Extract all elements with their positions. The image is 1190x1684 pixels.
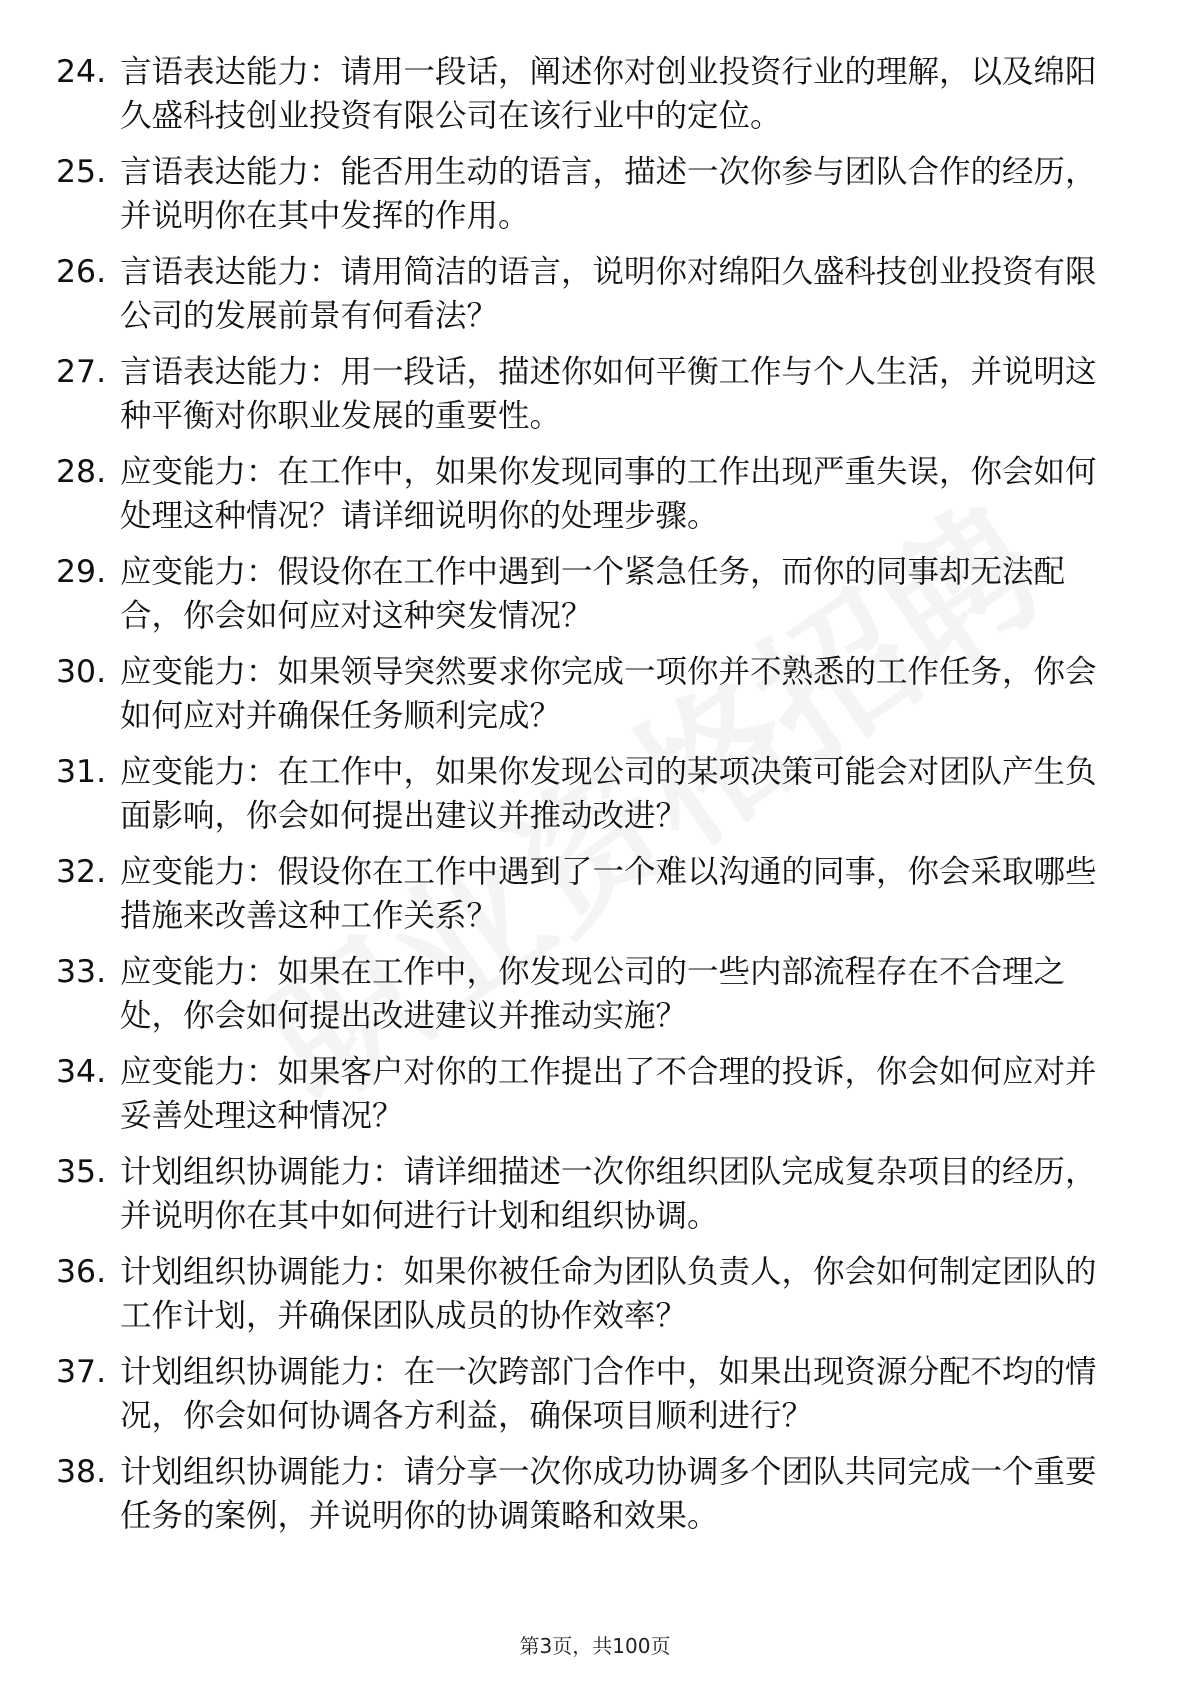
question-item bbox=[56, 50, 1126, 138]
question-item bbox=[56, 250, 1126, 338]
page-footer: 第3页，共100页 bbox=[519, 1634, 671, 1658]
question-text: 言语表达能力：请用一段话，阐述你对创业投资行业的理解，以及绵阳久盛科技创业投资有限公司在该行业中的定位。 bbox=[120, 54, 1097, 134]
question-text: 应变能力：如果在工作中，你发现公司的一些内部流程存在不合理之处，你会如何提出改进建议并推动实施？ bbox=[120, 954, 1066, 1034]
question-number: 37. bbox=[56, 1354, 107, 1390]
question-item bbox=[56, 1050, 1126, 1138]
question-text: 言语表达能力：请用简洁的语言，说明你对绵阳久盛科技创业投资有限公司的发展前景有何看法？ bbox=[120, 254, 1097, 334]
question-item bbox=[56, 1150, 1126, 1238]
question-number: 38. bbox=[56, 1454, 107, 1490]
question-item bbox=[56, 1450, 1126, 1538]
question-text: 应变能力：在工作中，如果你发现公司的某项决策可能会对团队产生负面影响，你会如何提出建议并推动改进？ bbox=[120, 754, 1097, 834]
question-item bbox=[56, 550, 1126, 638]
question-item bbox=[56, 750, 1126, 838]
question-text: 计划组织协调能力：如果你被任命为团队负责人，你会如何制定团队的工作计划，并确保团队成员的协作效率？ bbox=[120, 1254, 1097, 1334]
question-number: 24. bbox=[56, 54, 107, 90]
question-item bbox=[56, 150, 1126, 238]
question-number: 25. bbox=[56, 154, 107, 190]
question-text: 应变能力：如果客户对你的工作提出了不合理的投诉，你会如何应对并妥善处理这种情况？ bbox=[120, 1054, 1097, 1134]
question-number: 27. bbox=[56, 354, 107, 390]
question-number: 28. bbox=[56, 454, 107, 490]
question-number: 33. bbox=[56, 954, 107, 990]
question-item bbox=[56, 950, 1126, 1038]
question-item bbox=[56, 650, 1126, 738]
question-number: 26. bbox=[56, 254, 107, 290]
question-number: 29. bbox=[56, 554, 107, 590]
question-item bbox=[56, 1350, 1126, 1438]
question-text: 应变能力：如果领导突然要求你完成一项你并不熟悉的工作任务，你会如何应对并确保任务顺利完成？ bbox=[120, 654, 1097, 734]
question-number: 35. bbox=[56, 1154, 107, 1190]
question-text: 应变能力：假设你在工作中遇到了一个难以沟通的同事，你会采取哪些措施来改善这种工作关系？ bbox=[120, 854, 1097, 934]
question-item bbox=[56, 850, 1126, 938]
question-item bbox=[56, 1250, 1126, 1338]
question-text: 计划组织协调能力：在一次跨部门合作中，如果出现资源分配不均的情况，你会如何协调各方利益，确保项目顺利进行？ bbox=[120, 1354, 1097, 1434]
question-number: 31. bbox=[56, 754, 107, 790]
question-list bbox=[56, 50, 1126, 1550]
question-text: 言语表达能力：能否用生动的语言，描述一次你参与团队合作的经历，并说明你在其中发挥的作用。 bbox=[120, 154, 1097, 234]
question-number: 36. bbox=[56, 1254, 107, 1290]
question-item bbox=[56, 450, 1126, 538]
question-text: 应变能力：在工作中，如果你发现同事的工作出现严重失误，你会如何处理这种情况？请详细说明你的处理步骤。 bbox=[120, 454, 1097, 534]
question-number: 32. bbox=[56, 854, 107, 890]
question-item bbox=[56, 350, 1126, 438]
question-text: 言语表达能力：用一段话，描述你如何平衡工作与个人生活，并说明这种平衡对你职业发展的重要性。 bbox=[120, 354, 1097, 434]
question-text: 计划组织协调能力：请详细描述一次你组织团队完成复杂项目的经历，并说明你在其中如何进行计划和组织协调。 bbox=[120, 1154, 1097, 1234]
question-text: 计划组织协调能力：请分享一次你成功协调多个团队共同完成一个重要任务的案例，并说明你的协调策略和效果。 bbox=[120, 1454, 1097, 1534]
question-text: 应变能力：假设你在工作中遇到一个紧急任务，而你的同事却无法配合，你会如何应对这种突发情况？ bbox=[120, 554, 1066, 634]
question-number: 30. bbox=[56, 654, 107, 690]
question-number: 34. bbox=[56, 1054, 107, 1090]
